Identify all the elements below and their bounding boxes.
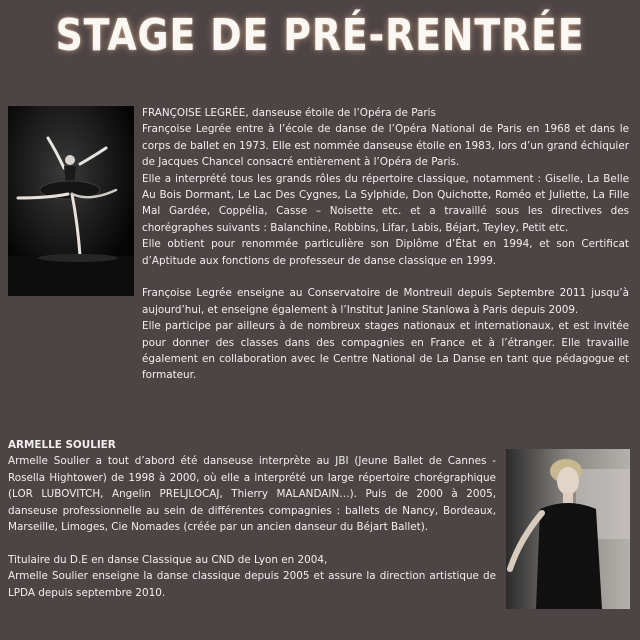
- section1-paragraph: Françoise Legrée entre à l’école de danse de l’Opéra National de Paris en 1968 et dans le corps de ballet en 1973. Elle est nommée danseuse étoile en 1983, lors d’un grand échiquier de Jacques Chancel consacré entièrement à l’Opéra de Paris.: [142, 123, 629, 169]
- ballerina-photo-illustration: [8, 106, 134, 296]
- section1-paragraph: Elle a interprété tous les grands rôles du répertoire classique, notamment : Giselle, La Belle Au Bois Dormant, Le Lac Des Cygnes, La Sylphide, Don Quichotte, Roméo et Juliette, La Fille Mal Gardée, Coppélia, Casse – Noisette etc. et a travaillé sous les directives des chorégraphes suivants : Balanchine, Robbins, Lifar, Labis, Béjart, Teyley, Petit etc.: [142, 172, 629, 234]
- section2-paragraph: Armelle Soulier a tout d’abord été danseuse interprète au JBI (Jeune Ballet de Cannes -Rosella Hightower) de 1998 à 2000, où elle a interprété un large répertoire chorégraphique (LOR LUBOVITCH, Angelin PRELJLOCAJ, Thierry MALANDAIN…). Puis de 2000 à 2005, danseuse professionnelle au sein de différentes compagnies : ballets de Nancy, Bordeaux, Marseille, Limoges, Cie Nomades (créée par un ancien danseur du Béjart Ballet).: [8, 455, 496, 534]
- page-title: STAGE DE PRÉ-RENTRÉE: [55, 10, 585, 61]
- dancer-photo-illustration: [506, 449, 630, 609]
- section2-heading: ARMELLE SOULIER: [8, 439, 116, 451]
- photo-armelle-soulier: [506, 449, 630, 609]
- section2-paragraph: Armelle Soulier enseigne la danse classique depuis 2005 et assure la direction artistique de LPDA depuis septembre 2010.: [8, 570, 496, 599]
- section1-paragraph: Françoise Legrée enseigne au Conservatoire de Montreuil depuis Septembre 2011 jusqu’à aujourd’hui, et enseigne également à l’Institut Janine Stanlowa à Paris depuis 2009.: [142, 287, 629, 316]
- spacer: [8, 535, 496, 551]
- section1-paragraph: Elle obtient pour renommée particulière son Diplôme d’État en 1994, et son Certificat d’Aptitude aux fonctions de professeur de danse classique en 1999.: [142, 238, 629, 267]
- section1-heading: FRANÇOISE LEGRÉE, danseuse étoile de l’Opéra de Paris: [142, 107, 436, 119]
- section2-paragraph: Titulaire du D.E en danse Classique au CND de Lyon en 2004,: [8, 553, 328, 566]
- spacer: [142, 269, 629, 285]
- photo-francoise-legree: [8, 106, 134, 296]
- francoise-legree-bio: [142, 105, 629, 384]
- armelle-soulier-bio: [8, 437, 496, 601]
- section1-paragraph: Elle participe par ailleurs à de nombreux stages nationaux et internationaux, et est invitée pour donner des classes dans des compagnies en France et à l’étranger. Elle travaille également en collaboration avec le Centre National de La Danse en tant que pédagogue et formateur.: [142, 320, 629, 382]
